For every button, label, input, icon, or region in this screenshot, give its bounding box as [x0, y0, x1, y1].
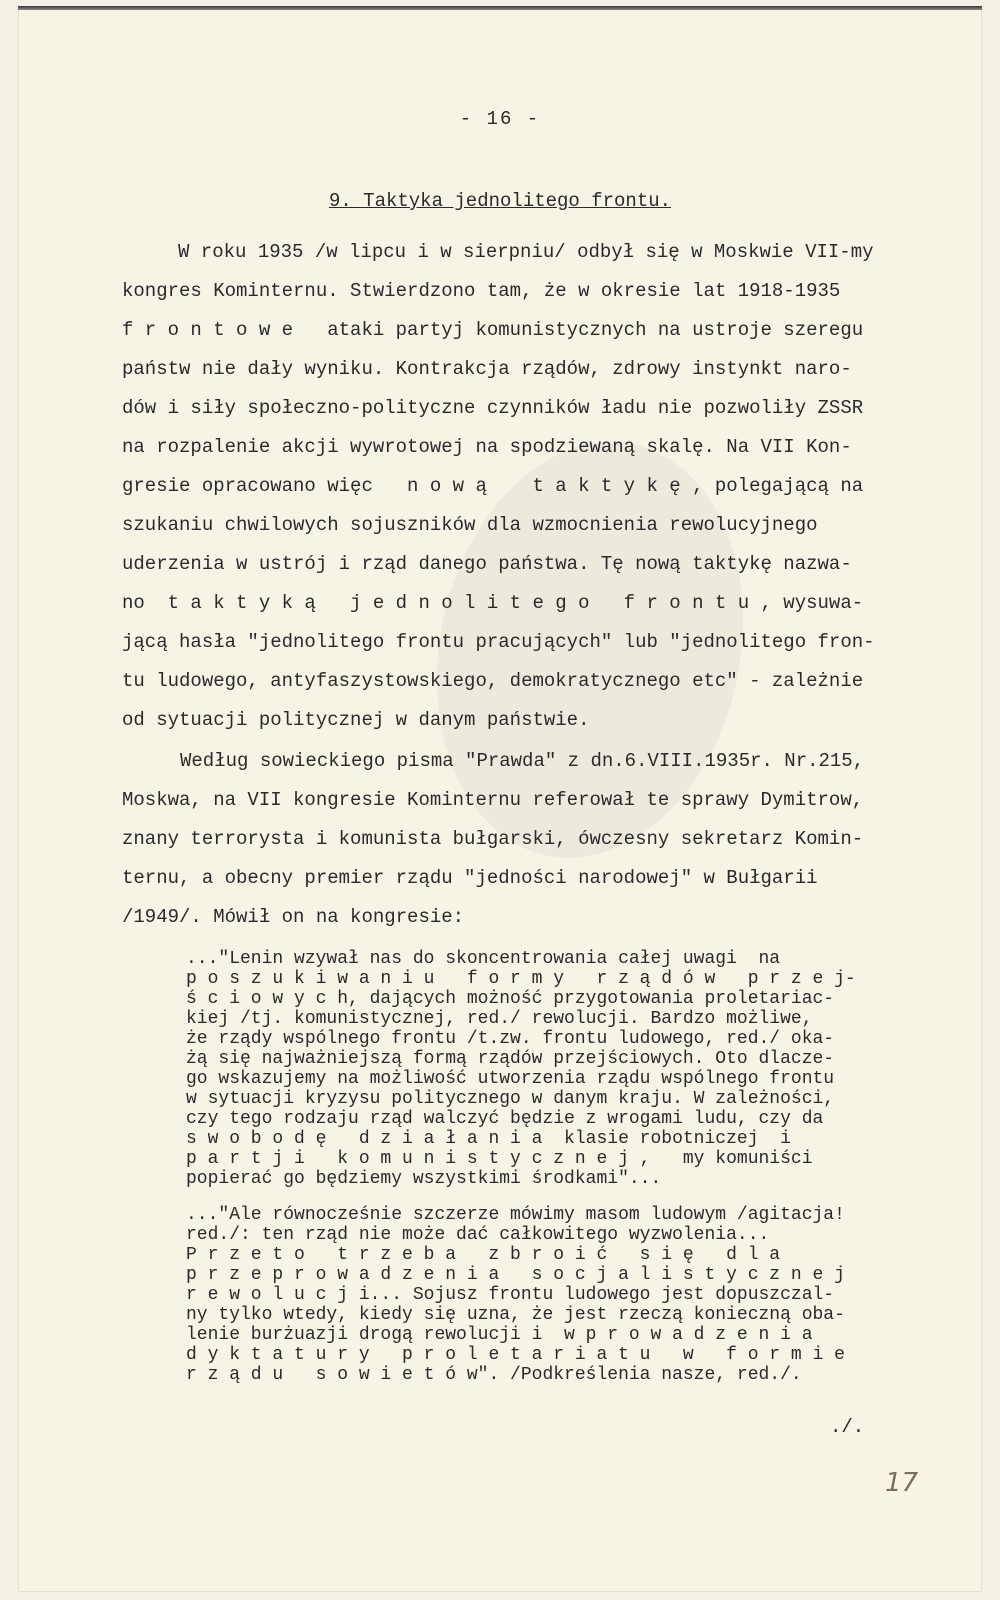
paragraph-line: /1949/. Mówił on na kongresie: — [122, 906, 465, 928]
quote-line: red./: ten rząd nie może dać całkowitego wyzwolenia... — [186, 1225, 770, 1245]
paragraph-line: znany terrorysta i komunista bułgarski, ówczesny sekretarz Komin- — [122, 828, 864, 850]
quote-line: P r z e t o t r z e b a z b r o i ć s i ę d l a — [186, 1245, 781, 1265]
quote-line: ny tylko wtedy, kiedy się uzna, że jest rzeczą konieczną oba- — [186, 1305, 845, 1325]
paragraph-line: uderzenia w ustrój i rząd danego państwa. Tę nową taktykę nazwa- — [122, 553, 852, 575]
paragraph-line: jącą hasła "jednolitego frontu pracujących" lub "jednolitego fron- — [122, 631, 875, 653]
continuation-mark: ./. — [830, 1416, 865, 1438]
quote-line: r e w o l u c j i... Sojusz frontu ludowego jest dopuszczal- — [186, 1285, 835, 1305]
paragraph-line: gresie opracowano więc n o w ą t a k t y k ę , polegającą na — [122, 475, 864, 497]
quote-line: go wskazujemy na możliwość utworzenia rządu wspólnego frontu — [186, 1069, 835, 1089]
paragraph-line: f r o n t o w e ataki partyj komunistycznych na ustroje szeregu — [122, 319, 864, 341]
paragraph-line: od sytuacji politycznej w danym państwie. — [122, 709, 590, 731]
paragraph-line: na rozpalenie akcji wywrotowej na spodziewaną skalę. Na VII Kon- — [122, 436, 852, 458]
paragraph-line: no t a k t y k ą j e d n o l i t e g o f r o n t u , wysuwa- — [122, 592, 864, 614]
quote-line: d y k t a t u r y p r o l e t a r i a t u w f o r m i e — [186, 1345, 845, 1365]
paragraph-line: szukaniu chwilowych sojuszników dla wzmocnienia rewolucyjnego — [122, 514, 818, 536]
quote-line: r z ą d u s o w i e t ó w". /Podkreślenia nasze, red./. — [186, 1365, 802, 1385]
quote-line: ś c i o w y c h, dających możność przygotowania proletariac- — [186, 989, 835, 1009]
quote-line: żą się najważniejszą formą rządów przejściowych. Oto dlacze- — [186, 1049, 835, 1069]
quote-line: lenie burżuazji drogą rewolucji i w p r o w a d z e n i a — [186, 1325, 813, 1345]
quote-line: popierać go będziemy wszystkimi środkami"... — [186, 1169, 662, 1189]
quote-line: p r z e p r o w a d z e n i a s o c j a l i s t y c z n e j — [186, 1265, 845, 1285]
paragraph-line: kongres Kominternu. Stwierdzono tam, że w okresie lat 1918-1935 — [122, 280, 841, 302]
paragraph-line: dów i siły społeczno-polityczne czynników ładu nie pozwoliły ZSSR — [122, 397, 864, 419]
paragraph-line: Według sowieckiego pisma "Prawda" z dn.6.VIII.1935r. Nr.215, — [180, 750, 865, 772]
quote-line: p a r t j i k o m u n i s t y c z n e j , my komuniści — [186, 1149, 813, 1169]
section-heading: 9. Taktyka jednolitego frontu. — [328, 190, 672, 212]
quote-line: czy tego rodzaju rząd walczyć będzie z wrogami ludu, czy da — [186, 1109, 824, 1129]
paragraph-line: ternu, a obecny premier rządu "jedności narodowej" w Bułgarii — [122, 867, 818, 889]
paragraph-line: Moskwa, na VII kongresie Kominternu referował te sprawy Dymitrow, — [122, 789, 864, 811]
quote-line: ..."Ale równocześnie szczerze mówimy masom ludowym /agitacja! — [186, 1205, 845, 1225]
quote-line: że rządy wspólnego frontu /t.zw. frontu ludowego, red./ oka- — [186, 1029, 835, 1049]
quote-line: kiej /tj. komunistycznej, red./ rewolucji. Bardzo możliwe, — [186, 1009, 813, 1029]
handwritten-page-annotation: 17 — [885, 1468, 919, 1498]
paragraph-line: tu ludowego, antyfaszystowskiego, demokratycznego etc" - zależnie — [122, 670, 864, 692]
quote-line: s w o b o d ę d z i a ł a n i a klasie robotniczej i — [186, 1129, 791, 1149]
page-number: - 16 - — [459, 108, 541, 130]
paragraph-line: W roku 1935 /w lipcu i w sierpniu/ odbył się w Moskwie VII-my — [178, 241, 874, 263]
quote-line: ..."Lenin wzywał nas do skoncentrowania całej uwagi na — [186, 949, 781, 969]
quote-line: p o s z u k i w a n i u f o r m y r z ą d ó w p r z e j- — [186, 969, 856, 989]
quote-line: w sytuacji kryzysu politycznego w danym kraju. W zależności, — [186, 1089, 835, 1109]
paragraph-line: państw nie dały wyniku. Kontrakcja rządów, zdrowy instynkt naro- — [122, 358, 852, 380]
